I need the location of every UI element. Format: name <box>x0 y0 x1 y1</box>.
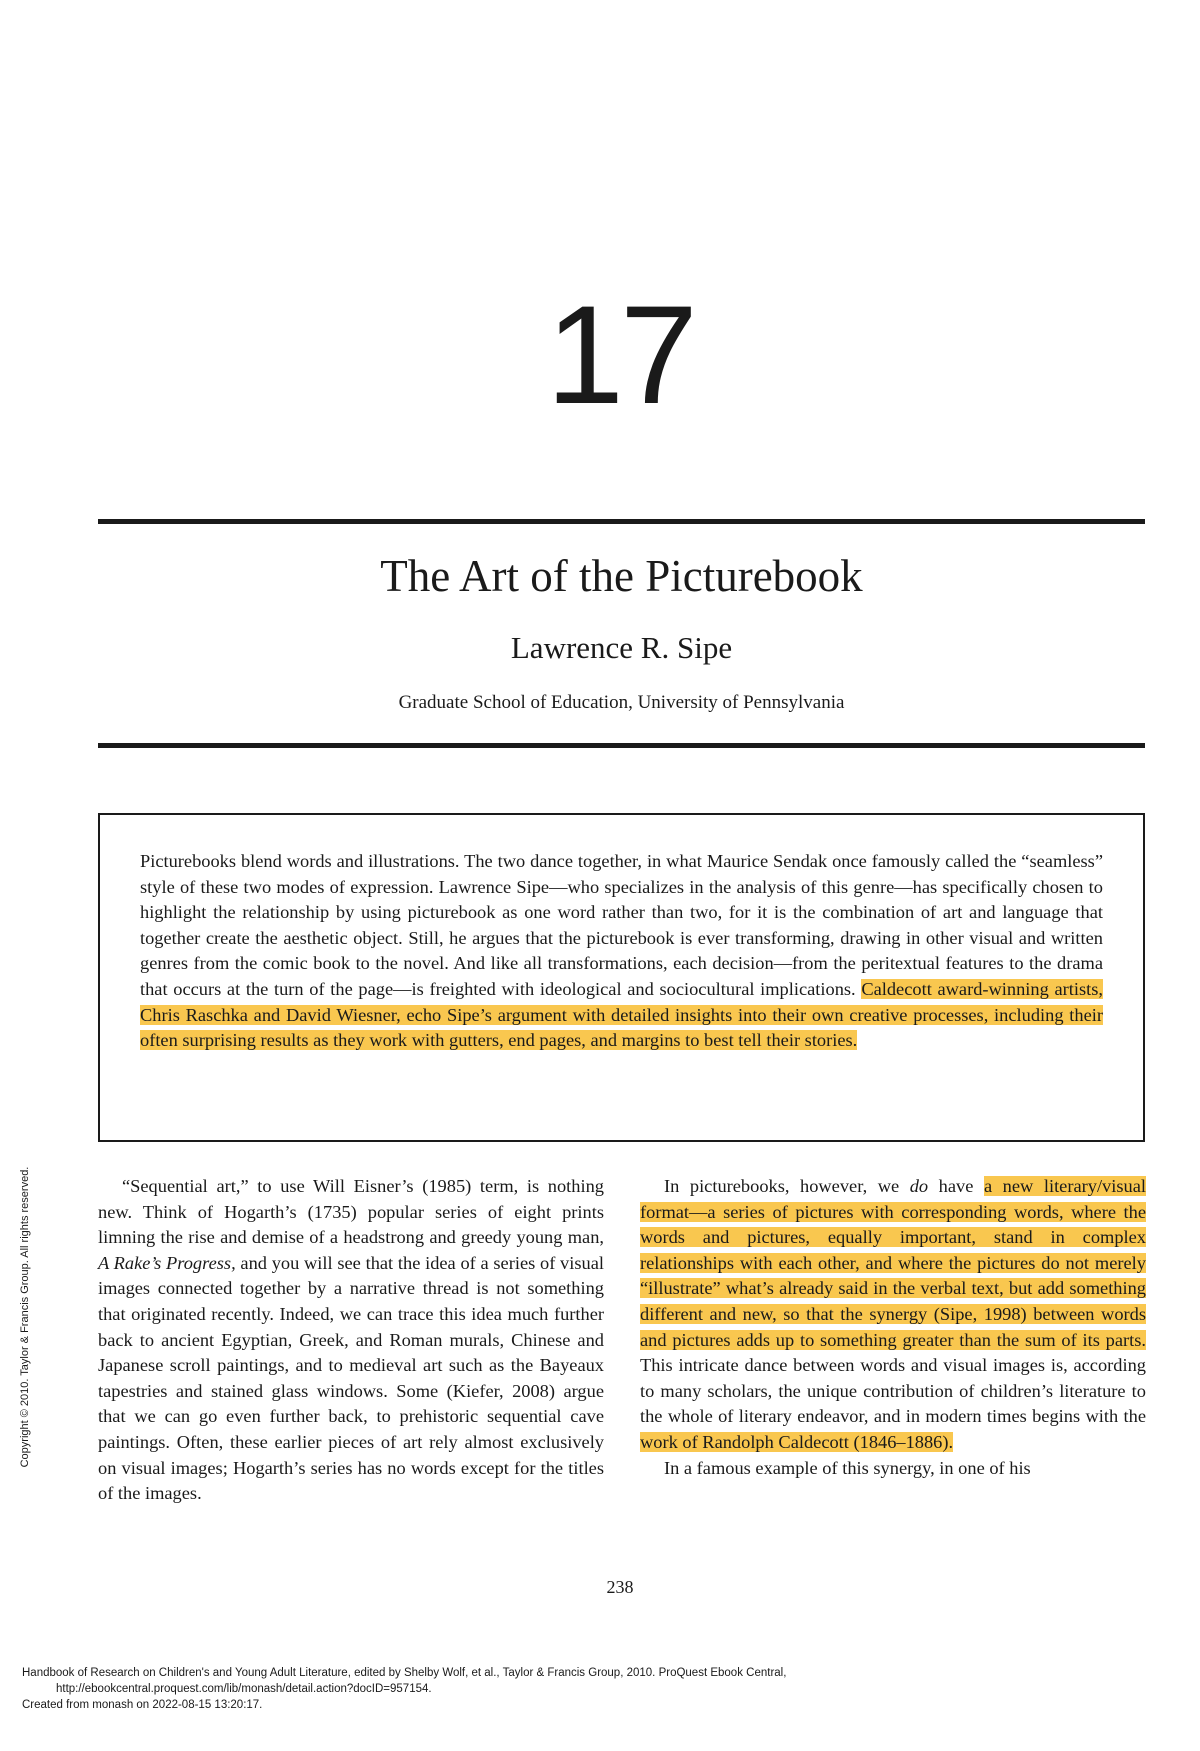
footer-line-1: Handbook of Research on Children's and Young Adult Literature, edited by Shelby Wolf, et al., Taylor & Francis Group, 2010. ProQuest Ebook Central, <box>22 1667 787 1679</box>
footer-line-2: http://ebookcentral.proquest.com/lib/monash/detail.action?docID=957154. <box>56 1683 432 1695</box>
author-affiliation: Graduate School of Education, University of Pennsylvania <box>398 692 845 713</box>
right-p1-text-c: This intricate dance between words and visual images is, according to many scholars, the unique contribution of children’s literature to the whole of literary endeavor, and in modern times begins with the <box>640 1355 1146 1427</box>
right-p1-italic: do <box>909 1176 929 1196</box>
footer-line-3: Created from monash on 2022-08-15 13:20:17. <box>22 1699 263 1711</box>
chapter-author: Lawrence R. Sipe <box>510 630 733 665</box>
copyright-notice: Copyright © 2010. Taylor & Francis Group. All rights reserved. <box>19 1166 31 1468</box>
page-number: 238 <box>606 1577 634 1597</box>
right-p1-text-b: have <box>928 1176 984 1196</box>
abstract-plain-text: Picturebooks blend words and illustrations. The two dance together, in what Maurice Sendak once famously called the “seamless” style of these two modes of expression. Lawrence Sipe—who specializes in the analysis of this genre—has specifically chosen to highlight the relationship by using picturebook as one word rather than two, for it is the combination of art and language that together create the aesthetic object. Still, he argues that the picturebook is ever transforming, drawing in other visual and written genres from the comic book to the novel. And like all transformations, each decision—from the peritextual features to the drama that occurs at the turn of the page—is freighted with ideological and sociocultural implications. <box>140 851 1103 999</box>
right-column <box>640 1174 1146 1481</box>
left-paragraph-1 <box>98 1174 604 1507</box>
left-p1-text-b: and you will see that the idea of a series of visual images connected together by a narrative thread is not something that originated recently. Indeed, we can trace this idea much further back to ancient Egyptian, Greek, and Roman murals, Chinese and Japanese scroll paintings, and to medieval art such as the Bayeaux tapestries and stained glass windows. Some (Kiefer, 2008) argue that we can go even further back, to prehistoric sequential cave paintings. Often, these earlier pieces of art rely almost exclusively on visual images; Hogarth’s series has no words except for the titles of the images. <box>98 1252 604 1504</box>
right-p1-highlight-2: work of Randolph Caldecott (1846–1886). <box>640 1431 954 1452</box>
citation-footer <box>22 1665 1172 1713</box>
right-paragraph-1 <box>640 1174 1146 1456</box>
chapter-title: The Art of the Picturebook <box>380 551 863 601</box>
right-p1-highlight-1: a new literary/visual format—a series of pictures with corresponding words, where the words and pictures, equally important, stand in complex relationships with each other, and where the pictures do not merely “illustrate” what’s already said in the verbal text, but add something different and new, so that the synergy (Sipe, 1998) between words and pictures adds up to something greater than the sum of its parts. <box>640 1176 1146 1350</box>
right-paragraph-2: In a famous example of this synergy, in one of his <box>664 1457 1031 1478</box>
abstract-highlight: Caldecott award-winning artists, Chris Raschka and David Wiesner, echo Sipe’s argument with detailed insights into their own creative processes, including their often surprising results as they work with gutters, end pages, and margins to best tell their stories. <box>140 978 1103 1051</box>
left-column <box>98 1174 604 1507</box>
top-rule <box>98 519 1145 524</box>
left-p1-text-a: “Sequential art,” to use Will Eisner’s (1985) term, is nothing new. Think of Hogarth’s (1735) popular series of eight prints limning the rise and demise of a headstrong and greedy young man, <box>98 1176 604 1248</box>
chapter-number: 17 <box>546 276 694 433</box>
right-p1-text-a: In picturebooks, however, we <box>664 1176 910 1196</box>
abstract-text <box>140 849 1103 1054</box>
bottom-rule <box>98 743 1145 748</box>
left-p1-italic-title: A Rake’s Progress, <box>98 1252 236 1273</box>
abstract-box <box>98 813 1145 1142</box>
